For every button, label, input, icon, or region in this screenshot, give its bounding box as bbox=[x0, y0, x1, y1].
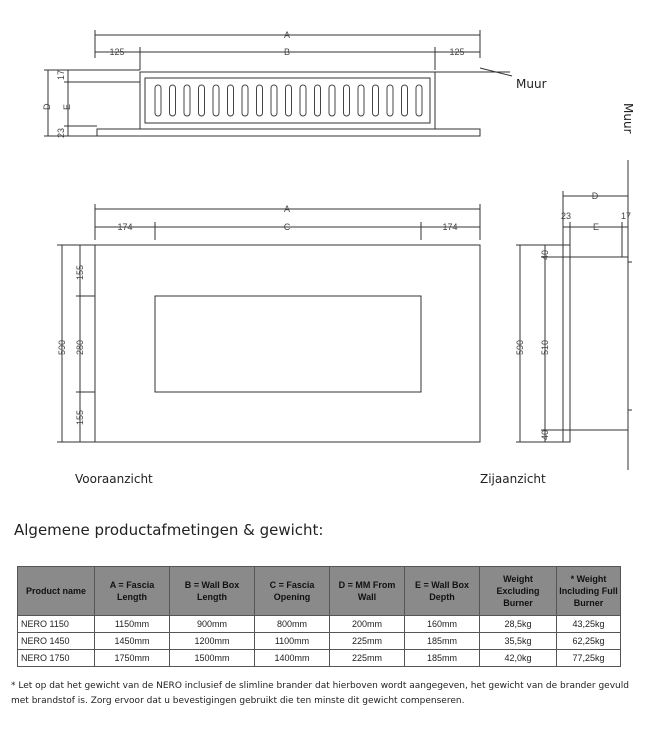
section-heading: Algemene productafmetingen & gewicht: bbox=[14, 521, 324, 539]
table-cell: 1150mm bbox=[95, 616, 170, 633]
dim-c: C bbox=[283, 222, 291, 232]
table-cell: 1500mm bbox=[170, 650, 255, 667]
table-row bbox=[18, 633, 621, 650]
table-cell: 225mm bbox=[330, 633, 405, 650]
table-cell: 1100mm bbox=[255, 633, 330, 650]
side-view bbox=[516, 160, 632, 470]
dim-590-side: 590 bbox=[515, 339, 525, 355]
vent-slot bbox=[228, 85, 234, 116]
vent-slot bbox=[271, 85, 277, 116]
dim-155-top: 155 bbox=[75, 264, 85, 280]
table-cell: NERO 1750 bbox=[18, 650, 95, 667]
table-cell: 900mm bbox=[170, 616, 255, 633]
vent-slot bbox=[373, 85, 379, 116]
dim-125-left: 125 bbox=[109, 47, 125, 57]
table-cell: 43,25kg bbox=[557, 616, 621, 633]
col-product-name: Product name bbox=[18, 567, 95, 616]
dim-280: 280 bbox=[75, 339, 85, 355]
col-wall-box-depth: E = Wall Box Depth bbox=[405, 567, 480, 616]
dimension-labels bbox=[42, 30, 631, 440]
vent-slot bbox=[402, 85, 408, 116]
vent-slot bbox=[155, 85, 161, 116]
side-view-label: Zijaanzicht bbox=[480, 472, 546, 486]
vent-slot bbox=[286, 85, 292, 116]
table-cell: 1200mm bbox=[170, 633, 255, 650]
vent-slot bbox=[242, 85, 248, 116]
vent-slot bbox=[344, 85, 350, 116]
dim-17-top: 17 bbox=[56, 69, 66, 80]
vent-slot bbox=[213, 85, 219, 116]
front-view-label: Vooraanzicht bbox=[75, 472, 153, 486]
vent-slot bbox=[257, 85, 263, 116]
table-cell: 160mm bbox=[405, 616, 480, 633]
table-cell: 35,5kg bbox=[480, 633, 557, 650]
footnote: * Let op dat het gewicht van de NERO inclusief de slimline brander dat hierboven wordt aangegeven, het gewicht van de brander gevuld met brandstof is. Zorg ervoor dat u bevestigingen gebruikt die ten minste dit gewicht compenseren. bbox=[11, 681, 629, 706]
dim-23-side: 23 bbox=[560, 211, 572, 221]
col-weight-excl: Weight Excluding Burner bbox=[480, 567, 557, 616]
wall-label-side: Muur bbox=[621, 103, 635, 134]
dim-155-bottom: 155 bbox=[75, 409, 85, 425]
col-mm-from-wall: D = MM From Wall bbox=[330, 567, 405, 616]
vent-slot bbox=[416, 85, 422, 116]
dim-d-side: D bbox=[591, 191, 599, 201]
table-cell: 185mm bbox=[405, 633, 480, 650]
vent-slot bbox=[199, 85, 205, 116]
table-row bbox=[18, 616, 621, 633]
dim-40-top: 40 bbox=[540, 249, 550, 260]
col-fascia-opening: C = Fascia Opening bbox=[255, 567, 330, 616]
dim-590-front: 590 bbox=[57, 339, 67, 355]
table-cell: NERO 1450 bbox=[18, 633, 95, 650]
front-view bbox=[57, 204, 480, 442]
dim-e-side: E bbox=[592, 222, 600, 232]
table-cell: 42,0kg bbox=[480, 650, 557, 667]
table-cell: 1400mm bbox=[255, 650, 330, 667]
dim-a-front: A bbox=[283, 204, 291, 214]
vent-slot bbox=[184, 85, 190, 116]
table-cell: NERO 1150 bbox=[18, 616, 95, 633]
col-wall-box-length: B = Wall Box Length bbox=[170, 567, 255, 616]
dim-a-top: A bbox=[283, 30, 291, 40]
dim-e-top: E bbox=[62, 103, 72, 110]
table-cell: 800mm bbox=[255, 616, 330, 633]
table-cell: 62,25kg bbox=[557, 633, 621, 650]
wall-label-top: Muur bbox=[516, 77, 547, 91]
table-cell: 1750mm bbox=[95, 650, 170, 667]
dim-174-right: 174 bbox=[442, 222, 458, 232]
vent-slot bbox=[170, 85, 176, 116]
table-row bbox=[18, 650, 621, 667]
dim-23-top: 23 bbox=[56, 127, 66, 138]
dim-125-right: 125 bbox=[449, 47, 465, 57]
table-cell: 28,5kg bbox=[480, 616, 557, 633]
vent-slot bbox=[358, 85, 364, 116]
table-cell: 225mm bbox=[330, 650, 405, 667]
table-header-row bbox=[18, 567, 621, 616]
dim-d-top: D bbox=[42, 103, 52, 110]
vent-slot bbox=[315, 85, 321, 116]
col-weight-incl: * Weight Including Full Burner bbox=[557, 567, 621, 616]
vent-slots bbox=[155, 85, 422, 116]
vent-slot bbox=[300, 85, 306, 116]
dim-510: 510 bbox=[540, 339, 550, 355]
top-view bbox=[44, 30, 512, 136]
table-cell: 1450mm bbox=[95, 633, 170, 650]
vent-slot bbox=[329, 85, 335, 116]
table-cell: 77,25kg bbox=[557, 650, 621, 667]
dim-40-bottom: 40 bbox=[540, 429, 550, 440]
spec-table bbox=[17, 566, 621, 667]
dim-b: B bbox=[283, 47, 291, 57]
dim-17-side: 17 bbox=[620, 211, 632, 221]
table-cell: 200mm bbox=[330, 616, 405, 633]
table-cell: 185mm bbox=[405, 650, 480, 667]
dim-174-left: 174 bbox=[117, 222, 133, 232]
col-fascia-length: A = Fascia Length bbox=[95, 567, 170, 616]
vent-slot bbox=[387, 85, 393, 116]
